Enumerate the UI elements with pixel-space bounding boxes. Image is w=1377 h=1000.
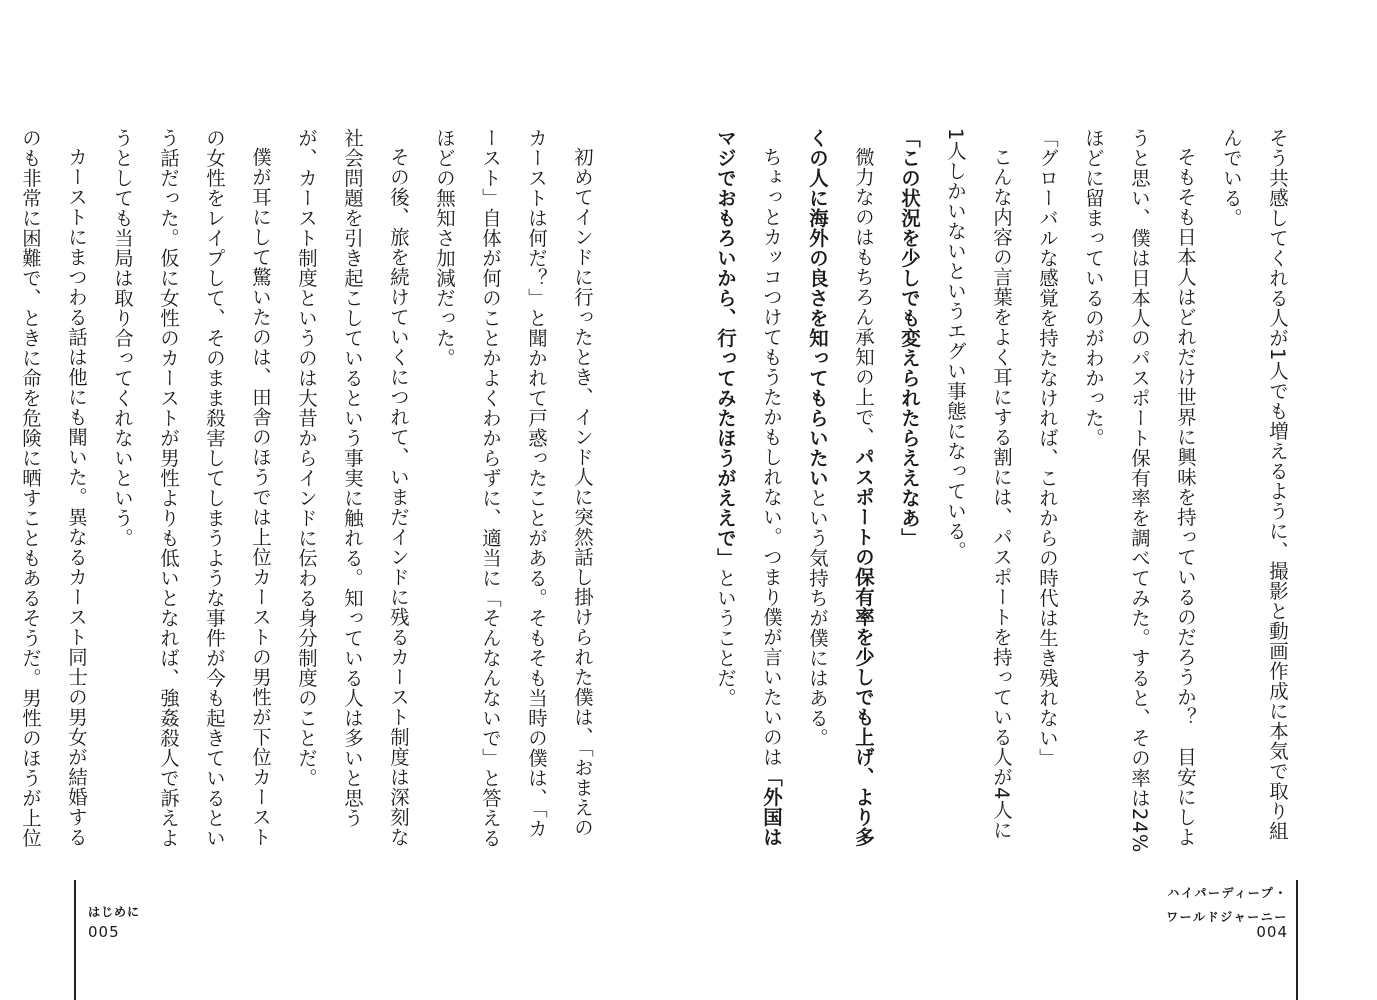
quote-paragraph: 「グローバルな感覚を持たなければ、これからの時代は生き残れない」 xyxy=(1036,128,1059,768)
paragraph: そもそも日本人はどれだけ世界に興味を持っているのだろうか？ 目安にしようと思い、僕は日本人のパスポート保有率を調べてみた。すると、その率は24%ほどに留まっているのがわかった。 xyxy=(1082,128,1197,853)
footer-rule xyxy=(74,880,76,1000)
running-title-line-1: ハイパーディープ・ xyxy=(1167,886,1288,900)
bold-quote: 「この状況を少しでも変えられたらええなあ」 xyxy=(898,128,921,548)
page-number: 004 xyxy=(1256,923,1288,941)
section-label: はじめに xyxy=(88,905,141,919)
right-page xyxy=(688,0,1377,1000)
right-page-body xyxy=(714,128,1300,853)
paragraph: その後、旅を続けていくにつれて、いまだインドに残るカースト制度は深刻な社会問題を引き起こしているという事実に触れる。知っている人は多いと思うが、カースト制度というのは大昔からインドに伝わる身分制度のことだ。 xyxy=(295,128,410,848)
paragraph: 僕が耳にして驚いたのは、田舎のほうでは上位カーストの男性が下位カーストの女性をレイプして、そのまま殺害してしまうような事件が今も起きているという話だった。仮に女性のカーストが男性よりも低いとなれば、強姦殺人で訴えようとしても当局は取り合ってくれないという。 xyxy=(111,128,272,848)
running-title-line-2: ワールドジャーニー xyxy=(1166,910,1288,924)
bold-text: パスポートの保有率を少しでも上げ、より多くの人に海外の良さを知ってもらいたい xyxy=(806,128,875,848)
bold-text: 「外国はマジでおもろいから、行ってみたほうがええで」 xyxy=(714,128,783,848)
paragraph: 初めてインドに行ったとき、インド人に突然話し掛けられた僕は、「おまえのカーストは何だ？」と聞かれて戸惑ったことがある。そもそも当時の僕は、「カースト」自体が何のことかよくわからずに、適当に「そんなんないで」と答えるほどの無知さ加減だった。 xyxy=(433,128,594,848)
page-number: 005 xyxy=(88,923,120,941)
paragraph xyxy=(702,128,794,853)
bold-quote-paragraph xyxy=(886,128,932,853)
footer-rule xyxy=(1296,880,1298,1000)
paragraph: そう共感してくれる人が1人でも増えるように、撮影と動画作成に本気で取り組んでいる。 xyxy=(1220,128,1289,841)
text-span: ということだ。 xyxy=(714,568,737,708)
text-span: という気持ちが僕にはある。 xyxy=(806,488,829,748)
running-title xyxy=(1166,881,1288,929)
paragraph xyxy=(794,128,886,853)
left-page-body xyxy=(19,128,605,853)
text-span: 微力なのはもちろん承知の上で、 xyxy=(852,147,875,448)
paragraph: カーストにまつわる話は他にも聞いた。異なるカースト同士の男女が結婚するのも非常に困難で、ときに命を危険に晒すこともあるそうだ。男性のほうが上位 xyxy=(19,128,88,848)
left-page xyxy=(0,0,688,1000)
paragraph: こんな内容の言葉をよく耳にする割には、パスポートを持っている人が4人に1人しかいないというエグい事態になっている。 xyxy=(944,128,1013,841)
text-span: ちょっとカッコつけてもうたかもしれない。つまり僕が言いたいのは xyxy=(760,147,783,768)
